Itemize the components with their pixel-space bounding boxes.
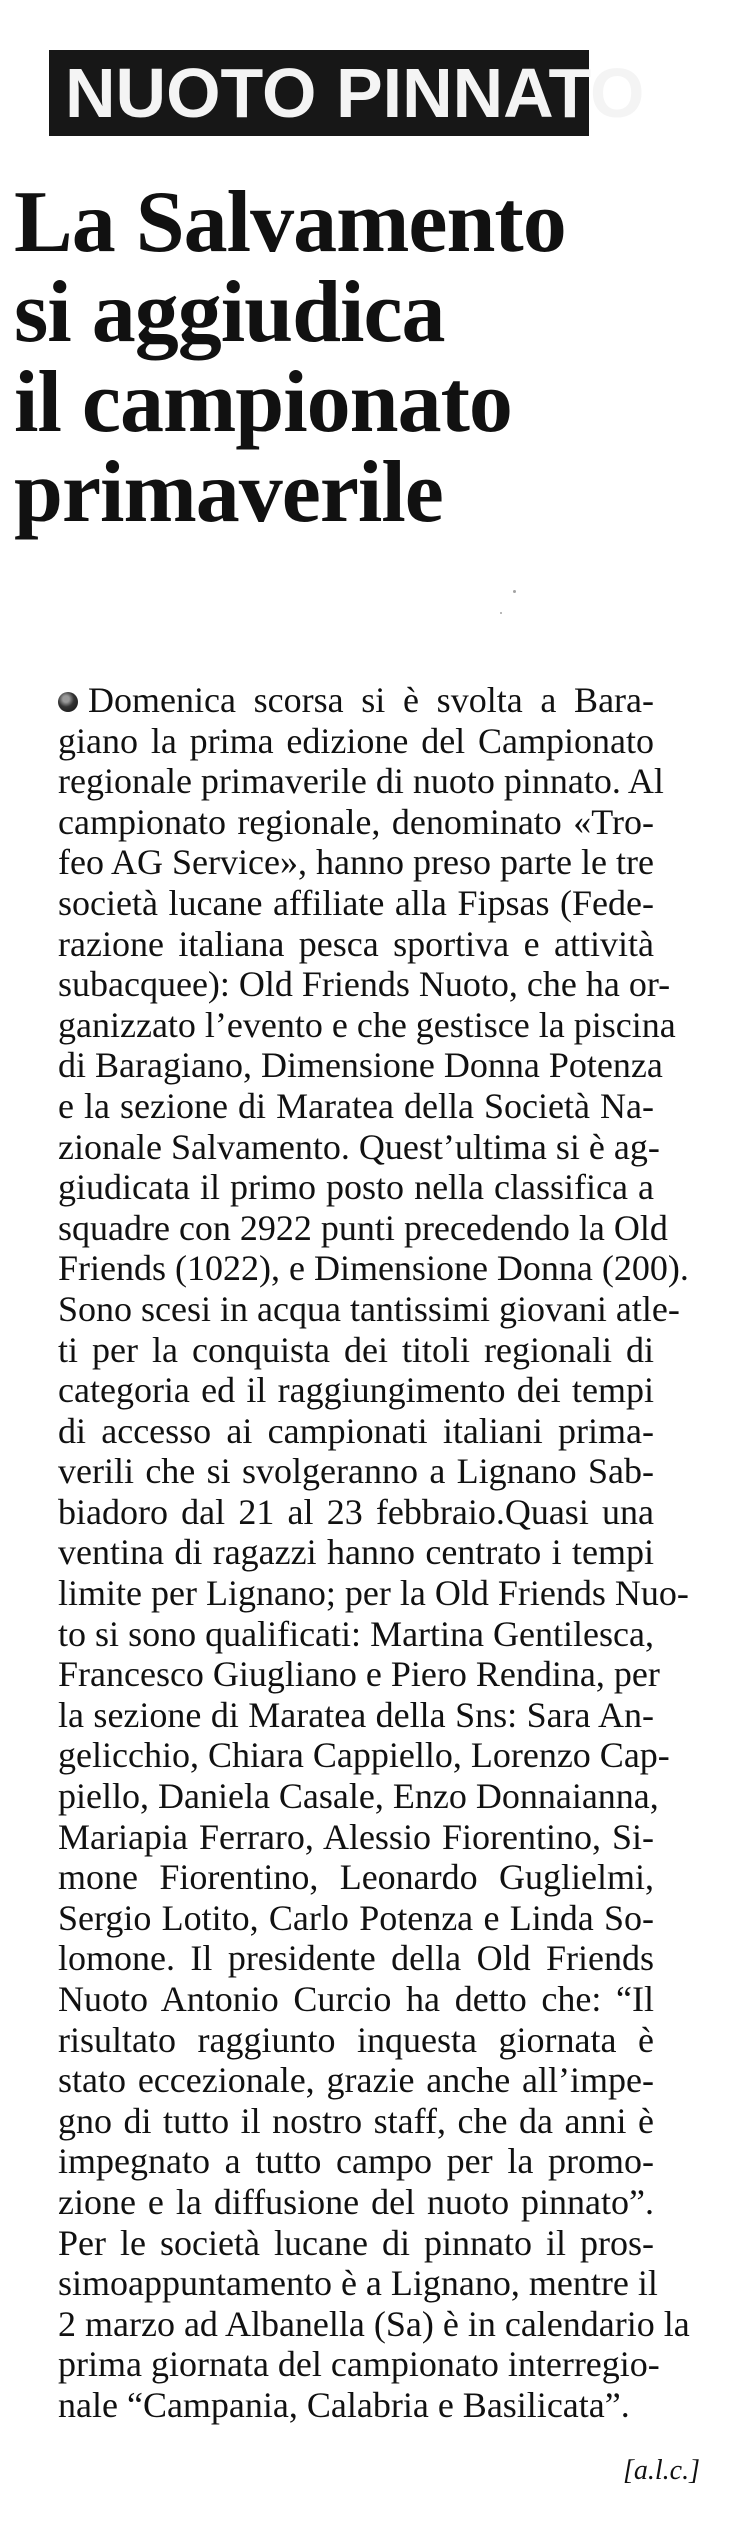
headline-line: si aggiudica [14,264,445,361]
article-line: Friends (1022), e Dimensione Donna (200). [58,1248,689,1289]
scan-speck [513,590,516,593]
article-line: verili che si svolgeranno a Lignano Sab- [58,1451,654,1492]
author-signature: [a.l.c.] [623,2455,700,2486]
section-label-banner [49,50,645,136]
article-headline [14,174,704,541]
article-line: stato eccezionale, grazie anche all’impe- [58,2060,654,2101]
headline-line: La Salvamento [14,174,566,271]
article-line: to si sono qualificati: Martina Gentilesca, [58,1613,654,1654]
article-body [58,680,690,2426]
article-line: Mariapia Ferraro, Alessio Fiorentino, Si- [58,1816,654,1857]
section-label: NUOTO PINNATO [65,54,645,132]
scan-speck [500,612,502,614]
article-line: gno di tutto il nostro staff, che da anni è [58,2100,654,2141]
article-line: la sezione di Maratea della Sns: Sara An- [58,1694,654,1735]
article-line: società lucane affiliate alla Fipsas (Fede- [58,882,654,923]
article-line: simoappuntamento è a Lignano, mentre il [58,2263,658,2304]
article-line: e la sezione di Maratea della Società Na- [58,1085,654,1126]
article-line: risultato raggiunto inquesta giornata è [58,2019,654,2060]
article-line: gelicchio, Chiara Cappiello, Lorenzo Cap- [58,1735,670,1776]
article-line: feo AG Service», hanno preso parte le tre [58,842,654,883]
article-line: zione e la diffusione del nuoto pinnato”. [58,2181,654,2222]
article-line: di accesso ai campionati italiani prima- [58,1410,654,1451]
headline-line: primaverile [14,444,443,541]
article-line: ganizzato l’evento e che gestisce la piscina [58,1004,676,1045]
article-line: Per le società lucane di pinnato il pros- [58,2222,654,2263]
article-line: Francesco Giugliano e Piero Rendina, per [58,1654,660,1695]
article-line: biadoro dal 21 al 23 febbraio.Quasi una [58,1491,654,1532]
article-line: regionale primaverile di nuoto pinnato. Al [58,761,664,802]
article-line: prima giornata del campionato interregio- [58,2344,660,2385]
article-line-text: Domenica scorsa si è svolta a Bara- [88,680,654,720]
article-line: impegnato a tutto campo per la promo- [58,2141,654,2182]
article-line: 2 marzo ad Albanella (Sa) è in calendario la [58,2303,690,2344]
article-line: nale “Campania, Calabria e Basilicata”. [58,2384,630,2425]
article-line: razione italiana pesca sportiva e attività [58,923,654,964]
article-line: limite per Lignano; per la Old Friends Nuo- [58,1573,689,1614]
article-line: squadre con 2922 punti precedendo la Old [58,1207,668,1248]
article-line: mone Fiorentino, Leonardo Guglielmi, [58,1857,654,1898]
article-line: ti per la conquista dei titoli regionali di [58,1329,654,1370]
article-line: piello, Daniela Casale, Enzo Donnaianna, [58,1776,659,1817]
article-line: categoria ed il raggiungimento dei tempi [58,1370,654,1411]
article-line: campionato regionale, denominato «Tro- [58,801,654,842]
article-line: subacquee): Old Friends Nuoto, che ha or- [58,964,671,1005]
article-line: lomone. Il presidente della Old Friends [58,1938,654,1979]
article-line: giudicata il primo posto nella classifica a [58,1167,654,1208]
bullet-icon [58,692,78,712]
article-line: zionale Salvamento. Quest’ultima si è ag- [58,1126,660,1167]
article-line: Sergio Lotito, Carlo Potenza e Linda So- [58,1897,654,1938]
article-line: giano la prima edizione del Campionato [58,720,654,761]
article-line: Sono scesi in acqua tantissimi giovani atle- [58,1288,680,1329]
headline-line: il campionato [14,354,512,451]
article-line: Nuoto Antonio Curcio ha detto che: “Il [58,1979,654,2019]
article-line: ventina di ragazzi hanno centrato i tempi [58,1532,654,1573]
article-line [58,680,654,721]
article-line: di Baragiano, Dimensione Donna Potenza [58,1045,663,1086]
